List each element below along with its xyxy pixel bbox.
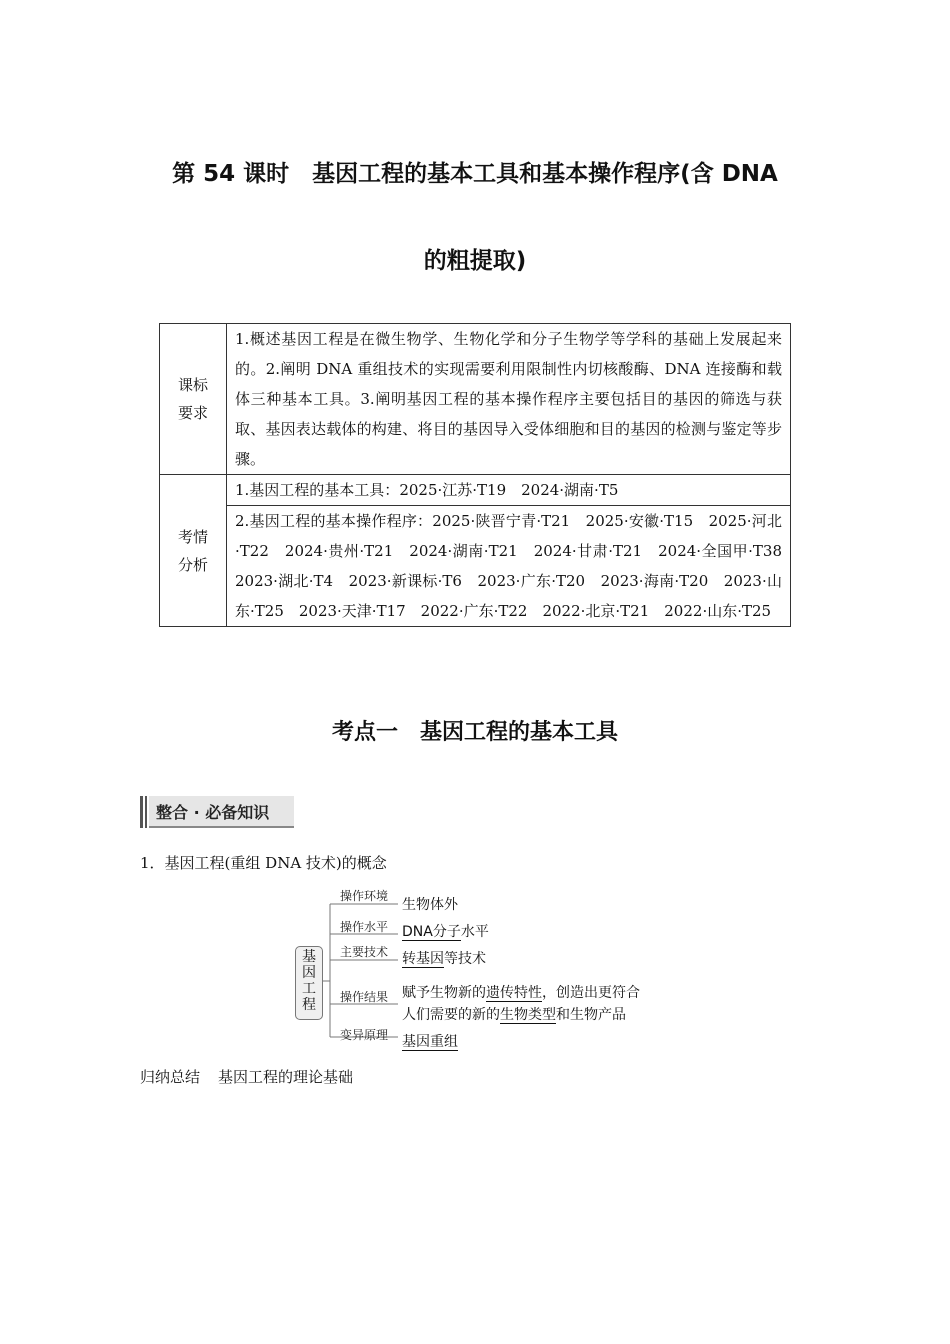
summary-text: 基因工程的理论基础 (218, 1068, 354, 1086)
page-title-line2: 的粗提取) (423, 248, 527, 274)
section-heading: 考点一 基因工程的基本工具 (331, 720, 618, 745)
branch-value-result: 赋予生物新的遗传特性，创造出更符合 人们需要的新的生物类型和生物产品 (402, 985, 640, 1023)
knowledge-badge (140, 796, 294, 828)
row-head-requirements: 课标 要求 (160, 324, 227, 475)
branch-value-env: 生物体外 (402, 897, 458, 913)
row-body-analysis-a: 1.基因工程的基本工具：2025·江苏·T19 2024·湖南·T5 (227, 475, 791, 506)
concept-mindmap (290, 884, 670, 1054)
branch-label-result: 操作结果 (340, 990, 389, 1004)
row-head-analysis: 考情 分析 (160, 475, 227, 627)
branch-value-tech: 转基因等技术 (402, 951, 486, 967)
item-1-heading: 1．基因工程(重组 DNA 技术)的概念 (140, 854, 387, 872)
summary-key: 归纳总结 (140, 1068, 201, 1086)
summary-line (140, 1066, 353, 1087)
mindmap-root: 基 因 工 程 (295, 946, 323, 1020)
branch-label-tech: 主要技术 (340, 945, 389, 959)
branch-value-level: DNA分子水平 (402, 924, 489, 940)
branch-label-env: 操作环境 (340, 889, 389, 903)
row-body-requirements: 1.概述基因工程是在微生物学、生物化学和分子生物学等学科的基础上发展起来的。2.阐明 DNA 重组技术的实现需要利用限制性内切核酸酶、DNA 连接酶和载体三种基本工具。3.阐明基因工程的基本操作程序主要包括目的基因的筛选与获取、基因表达载体的构建、将目的基因导入受体细胞和目的基因的检测与鉴定等步骤。 (227, 324, 791, 475)
branch-value-principle: 基因重组 (402, 1034, 458, 1050)
badge-bar-outer (140, 796, 143, 828)
branch-label-principle: 变异原理 (340, 1028, 389, 1042)
badge-label: 整合 · 必备知识 (156, 803, 270, 822)
row-body-analysis-b: 2.基因工程的基本操作程序：2025·陕晋宁青·T21 2025·安徽·T15 2025·河北·T22 2024·贵州·T21 2024·湖南·T21 2024·甘肃·T21 2024·全国甲·T38 2023·湖北·T4 2023·新课标·T6 2023·广东·T20 2023·海南·T20 2023·山东·T25 2023·天津·T17 2022·广东·T22 2022·北京·T21 2022·山东·T25 (227, 506, 791, 627)
curriculum-table (159, 323, 798, 627)
page-title-line1: 第 54 课时 基因工程的基本工具和基本操作程序(含 DNA (172, 161, 778, 187)
branch-label-level: 操作水平 (340, 920, 389, 934)
badge-bar-inner (145, 796, 147, 828)
